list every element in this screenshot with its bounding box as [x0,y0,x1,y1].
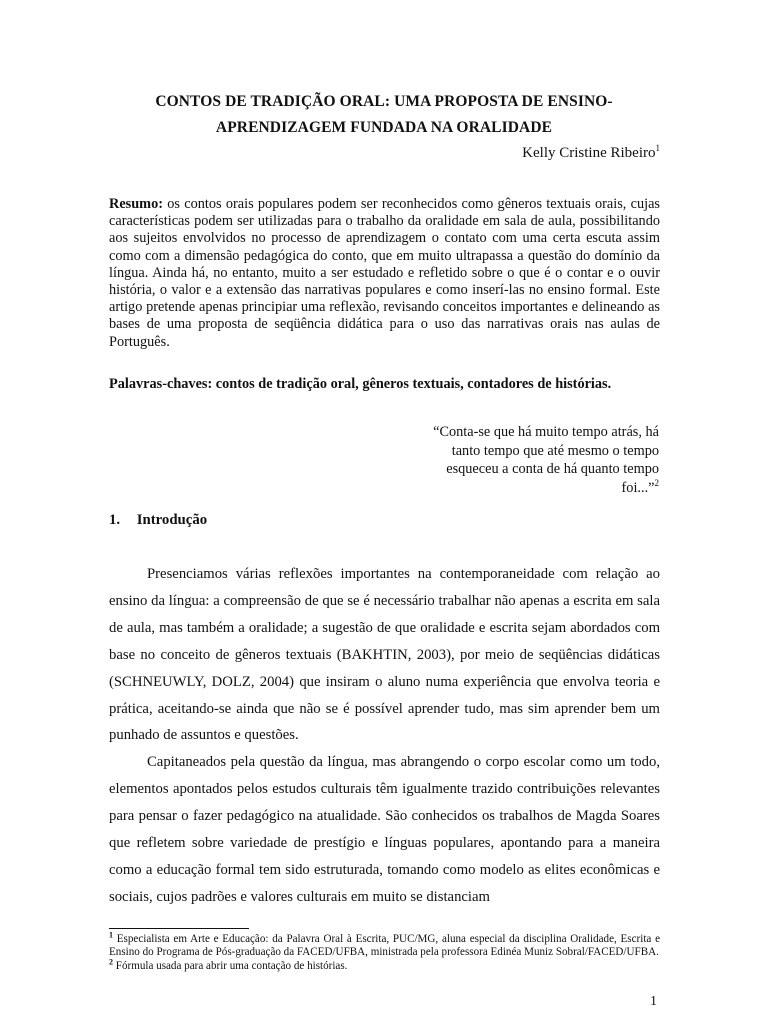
abstract-label: Resumo: [109,196,164,212]
footnote-separator [109,928,249,929]
epigraph-footnote-mark: 2 [654,477,659,488]
author-name: Kelly Cristine Ribeiro [522,145,656,161]
section-title: Introdução [136,512,208,528]
footnote-text: Fórmula usada para abrir uma contação de histórias. [115,959,348,972]
body-text [109,561,660,911]
abstract [109,196,660,351]
body-paragraph: Capitaneados pela questão da língua, mas abrangendo o corpo escolar como um todo, elementos apontados pelos estudos culturais têm igualmente trazido contribuições relevantes para pensar o fazer pedagógico na atualidade. São conhecidos os trabalhos de Magda Soares que refletem sobre variedade de prestígio e línguas populares, apontando para a maneira como a educação formal tem sido estruturada, tomando como modelo as elites econômicas e sociais, cujos padrões e valores culturais em muito se distanciam [109,754,660,905]
footnote-mark: 2 [109,957,113,967]
epigraph-line: tanto tempo que até mesmo o tempo [451,442,659,459]
epigraph [369,423,659,497]
paper-title-line-1: CONTOS DE TRADIÇÃO ORAL: UMA PROPOSTA DE ENSINO- [155,93,613,110]
abstract-text: os contos orais populares podem ser reconhecidos como gêneros textuais orais, cujas características podem ser utilizadas para o trabalho da oralidade em sala de aula, possibilitando aos sujeitos envolvidos no processo de aprendizagem o contato com uma certa escuta assim como com a dimensão pedagógica do conto, que em muito ultrapassa a questão do domínio da língua. Ainda há, no entanto, muito a ser estudado e refletido sobre o que é o contar e o ouvir história, o valor e a extensão das narrativas populares e como inserí-las no ensino formal. Este artigo pretende apenas principiar uma reflexão, revisando conceitos importantes e delineando as bases de uma proposta de seqüência didática para o uso das narrativas orais nas aulas de Português. [109,196,660,350]
footnote [109,930,660,960]
keywords: Palavras-chaves: contos de tradição oral, gêneros textuais, contadores de histórias. [109,376,612,392]
section-number: 1. [109,512,121,528]
footnote-mark: 1 [109,930,113,940]
epigraph-line: foi...” [621,479,655,496]
page-number: 1 [650,994,657,1009]
footnotes [109,930,660,973]
paper-title-line-2: APRENDIZAGEM FUNDADA NA ORALIDADE [215,119,553,136]
footnote-text: Especialista em Arte e Educação: da Palavra Oral à Escrita, PUC/MG, aluna especial da disciplina Oralidade, Escrita e Ensino do Programa de Pós-graduação da FACED/UFBA, ministrada pela professora Edinéa Muniz Sobral/FACED/UFBA. [109,933,660,959]
author-footnote-mark: 1 [655,143,660,153]
footnote [109,957,660,973]
epigraph-line: “Conta-se que há muito tempo atrás, há [433,424,659,440]
epigraph-line: esqueceu a conta de há quanto tempo [446,461,659,477]
body-paragraph: Presenciamos várias reflexões importantes na contemporaneidade com relação ao ensino da língua: a compreensão de que se é necessário trabalhar não apenas a escrita em sala de aula, mas também a oralidade; a sugestão de que oralidade e escrita sejam abordados com base no conceito de gêneros textuais (BAKHTIN, 2003), por meio de seqüências didáticas (SCHNEUWLY, DOLZ, 2004) que insiram o aluno numa experiência que envolva teoria e prática, aceitando-se ainda que não se é possível aprender tudo, mas sim aprender bem um punhado de assuntos e questões. [109,566,660,744]
section-heading [109,512,207,529]
epigraph-last-line [369,479,659,498]
author-byline [522,145,660,162]
